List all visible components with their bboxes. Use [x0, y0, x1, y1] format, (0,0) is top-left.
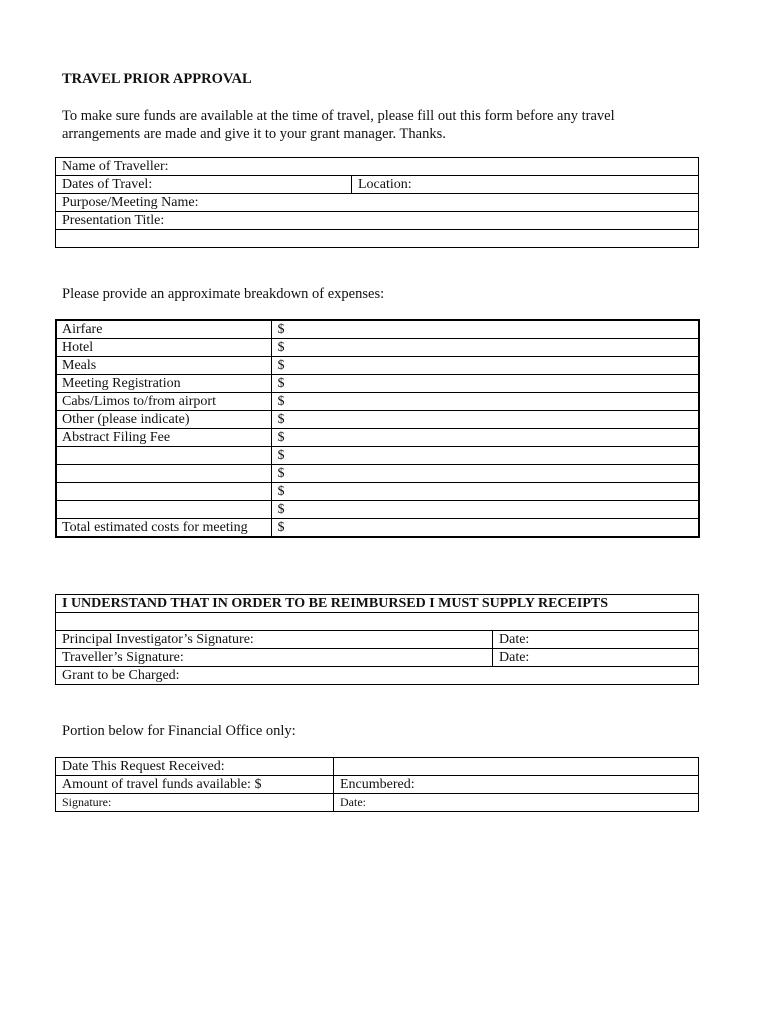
blank-row[interactable]	[56, 230, 699, 248]
pi-date-field[interactable]: Date:	[493, 631, 699, 649]
pi-signature-field[interactable]: Principal Investigator’s Signature:	[56, 631, 493, 649]
expense-amount-field[interactable]: $	[271, 393, 699, 411]
purpose-field[interactable]: Purpose/Meeting Name:	[56, 194, 699, 212]
travel-dates-field[interactable]: Dates of Travel:	[56, 176, 352, 194]
expenses-table	[55, 319, 700, 538]
expense-row	[56, 465, 699, 483]
expense-amount-field[interactable]: $	[271, 320, 699, 339]
request-received-value[interactable]	[334, 758, 699, 776]
expense-row	[56, 447, 699, 465]
financial-prompt: Portion below for Financial Office only:	[62, 723, 296, 739]
expense-amount-field[interactable]: $	[271, 429, 699, 447]
expense-row	[56, 483, 699, 501]
grant-field[interactable]: Grant to be Charged:	[56, 667, 699, 685]
request-received-field[interactable]: Date This Request Received:	[56, 758, 334, 776]
traveller-signature-field[interactable]: Traveller’s Signature:	[56, 649, 493, 667]
total-label: Total estimated costs for meeting	[56, 519, 271, 538]
form-title: TRAVEL PRIOR APPROVAL	[62, 71, 252, 87]
office-signature-field[interactable]: Signature:	[56, 794, 334, 812]
expense-row	[56, 375, 699, 393]
expense-label-blank[interactable]	[56, 483, 271, 501]
location-field[interactable]: Location:	[352, 176, 699, 194]
expense-amount-field[interactable]: $	[271, 357, 699, 375]
expense-row	[56, 429, 699, 447]
financial-office-table	[55, 757, 699, 812]
funds-available-field[interactable]: Amount of travel funds available: $	[56, 776, 334, 794]
expense-amount-field[interactable]: $	[271, 375, 699, 393]
expense-label: Abstract Filing Fee	[56, 429, 271, 447]
expense-amount-field[interactable]: $	[271, 465, 699, 483]
expense-label: Meals	[56, 357, 271, 375]
expense-amount-field[interactable]: $	[271, 339, 699, 357]
expense-label: Meeting Registration	[56, 375, 271, 393]
expense-label-blank[interactable]	[56, 447, 271, 465]
expense-total-row	[56, 519, 699, 538]
expense-amount-field[interactable]: $	[271, 483, 699, 501]
traveller-date-field[interactable]: Date:	[493, 649, 699, 667]
expense-label: Airfare	[56, 320, 271, 339]
blank-row	[56, 613, 699, 631]
expense-row	[56, 339, 699, 357]
expenses-prompt: Please provide an approximate breakdown of expenses:	[62, 286, 385, 302]
expense-row	[56, 393, 699, 411]
presentation-title-field[interactable]: Presentation Title:	[56, 212, 699, 230]
receipts-heading: I UNDERSTAND THAT IN ORDER TO BE REIMBURSED I MUST SUPPLY RECEIPTS	[56, 595, 699, 613]
office-date-field[interactable]: Date:	[334, 794, 699, 812]
expense-row	[56, 320, 699, 339]
encumbered-field[interactable]: Encumbered:	[334, 776, 699, 794]
expense-label-blank[interactable]	[56, 465, 271, 483]
expense-label: Other (please indicate)	[56, 411, 271, 429]
expense-label: Hotel	[56, 339, 271, 357]
expense-row	[56, 501, 699, 519]
expense-amount-field[interactable]: $	[271, 411, 699, 429]
receipts-table	[55, 594, 699, 685]
traveller-name-field[interactable]: Name of Traveller:	[56, 158, 699, 176]
expense-row	[56, 357, 699, 375]
expense-row	[56, 411, 699, 429]
traveller-info-table	[55, 157, 699, 248]
total-amount-field[interactable]: $	[271, 519, 699, 538]
expense-label: Cabs/Limos to/from airport	[56, 393, 271, 411]
form-intro: To make sure funds are available at the time of travel, please fill out this form before any travel arrangements are made and give it to your grant manager. Thanks.	[62, 108, 615, 142]
expense-amount-field[interactable]: $	[271, 501, 699, 519]
expense-label-blank[interactable]	[56, 501, 271, 519]
expense-amount-field[interactable]: $	[271, 447, 699, 465]
